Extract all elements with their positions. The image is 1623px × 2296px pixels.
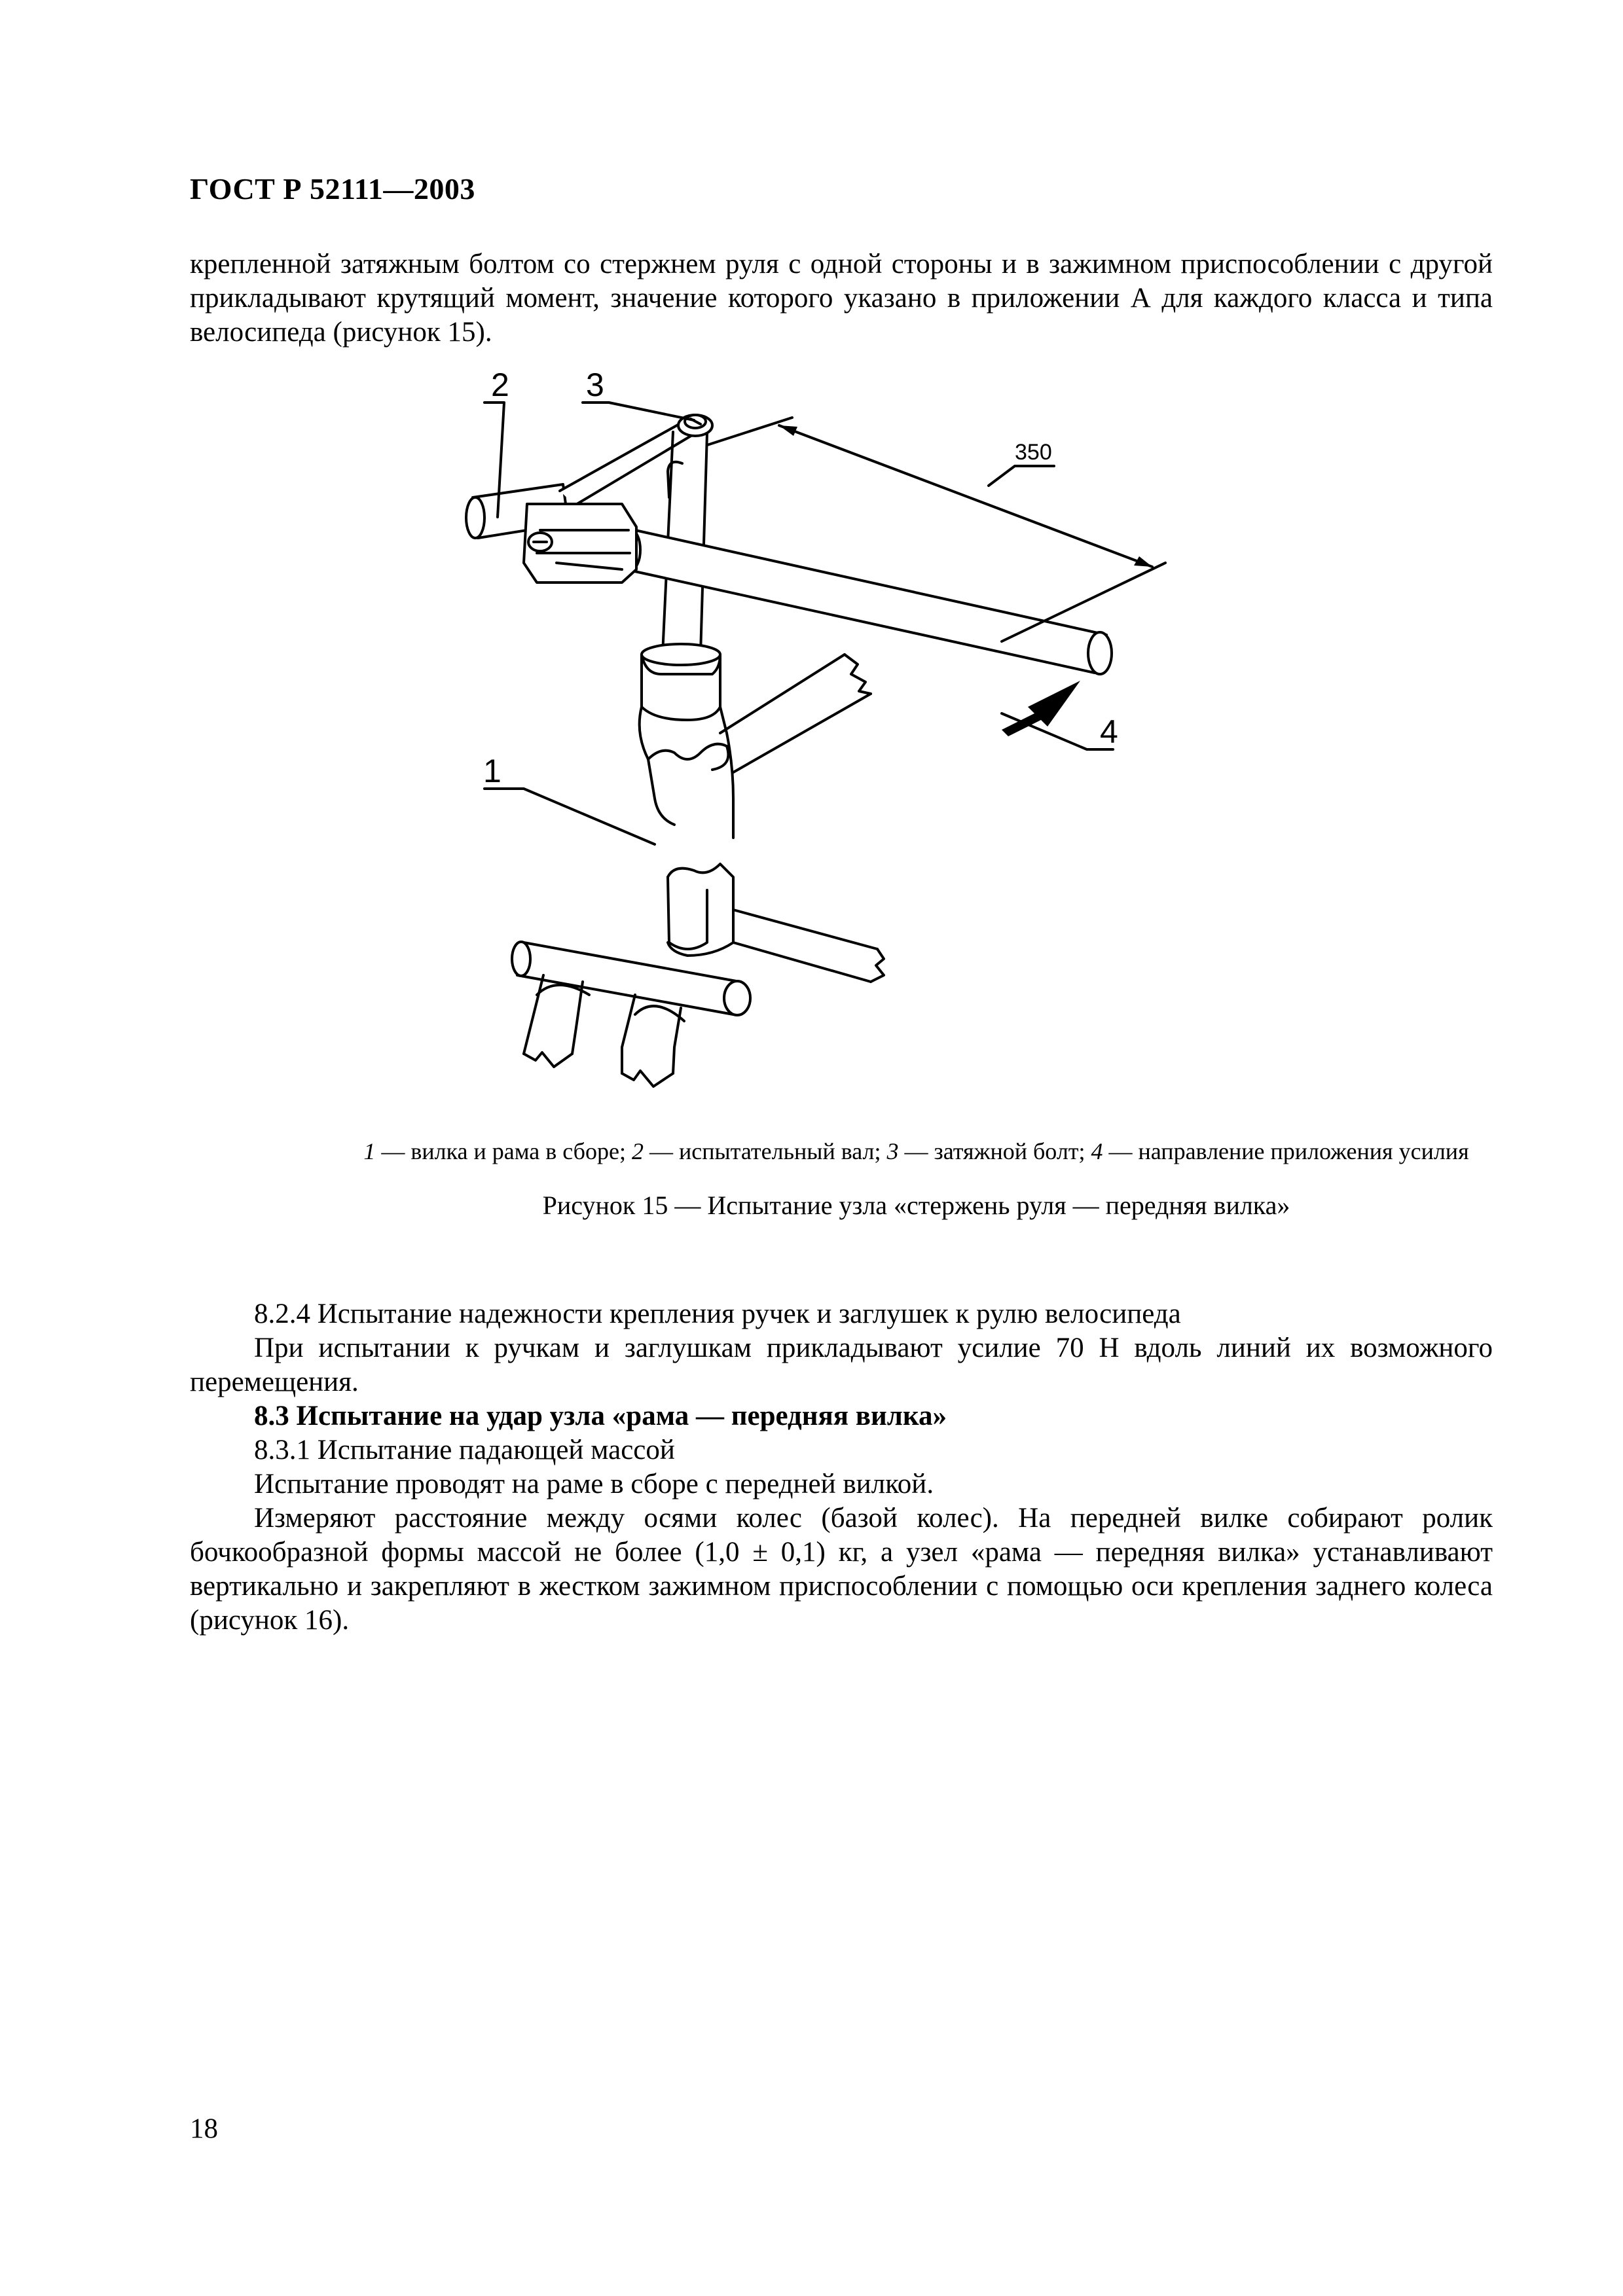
legend-num-1: 1: [363, 1138, 376, 1164]
down-tube: [733, 910, 884, 982]
callout-3: 3: [586, 367, 604, 403]
para-force: При испытании к ручкам и заглушкам прикладывают усилие 70 Н вдоль линий их возможного перемещения.: [190, 1333, 1493, 1397]
legend-num-3: 3: [886, 1138, 899, 1164]
leader-1: [484, 789, 655, 844]
para-frame: Испытание проводят на раме в сборе с передней вилкой.: [254, 1469, 934, 1499]
top-tube: [712, 655, 871, 772]
heading-8-3: 8.3 Испытание на удар узла «рама — передняя вилка»: [254, 1401, 947, 1431]
legend-num-2: 2: [631, 1138, 644, 1164]
leader-4: [1002, 713, 1113, 749]
para-measure: Измеряют расстояние между осями колес (базой колес). На передней вилке собирают ролик бочкообразной формы массой не более (1,0 ± 0,1) кг, а узел «рама — передняя вилка» устанавливают вертикально и закрепляют в жестком зажимном приспособлении с помощью оси крепления заднего колеса (рисунок 16).: [190, 1503, 1493, 1636]
legend-text-4: — направление приложения усилия: [1103, 1138, 1469, 1164]
headset: [642, 644, 720, 720]
callout-4: 4: [1100, 713, 1118, 750]
legend-text-1: — вилка и рама в сборе;: [375, 1138, 632, 1164]
leader-3: [583, 403, 694, 420]
page-header: ГОСТ Р 52111—2003: [190, 172, 475, 206]
clamp-block: [524, 504, 636, 583]
dimension-label: 350: [1015, 440, 1052, 465]
legend-text-3: — затяжной болт;: [898, 1138, 1091, 1164]
figure-legend: [105, 1138, 1623, 1165]
figure-15-drawing: [426, 367, 1270, 1119]
intro-paragraph: крепленной затяжным болтом со стержнем руля с одной стороны и в зажимном приспособлении с другой прикладывают крутящий момент, значение которого указано в приложении А для каждого класса и типа велосипеда (рисунок 15).: [190, 249, 1493, 348]
force-arrow: [1002, 681, 1080, 736]
page-number: 18: [190, 2113, 218, 2144]
legend-num-4: 4: [1091, 1138, 1103, 1164]
para-8-2-4: 8.2.4 Испытание надежности крепления ручек и заглушек к рулю велосипеда: [254, 1299, 1181, 1329]
lower-head-tube: [668, 864, 733, 956]
callout-2: 2: [491, 367, 509, 403]
callout-1: 1: [483, 753, 501, 789]
head-tube: [640, 707, 733, 838]
legend-text-2: — испытательный вал;: [643, 1138, 887, 1164]
figure-title: Рисунок 15 — Испытание узла «стержень руля — передняя вилка»: [542, 1191, 1290, 1220]
para-8-3-1: 8.3.1 Испытание падающей массой: [254, 1435, 675, 1465]
